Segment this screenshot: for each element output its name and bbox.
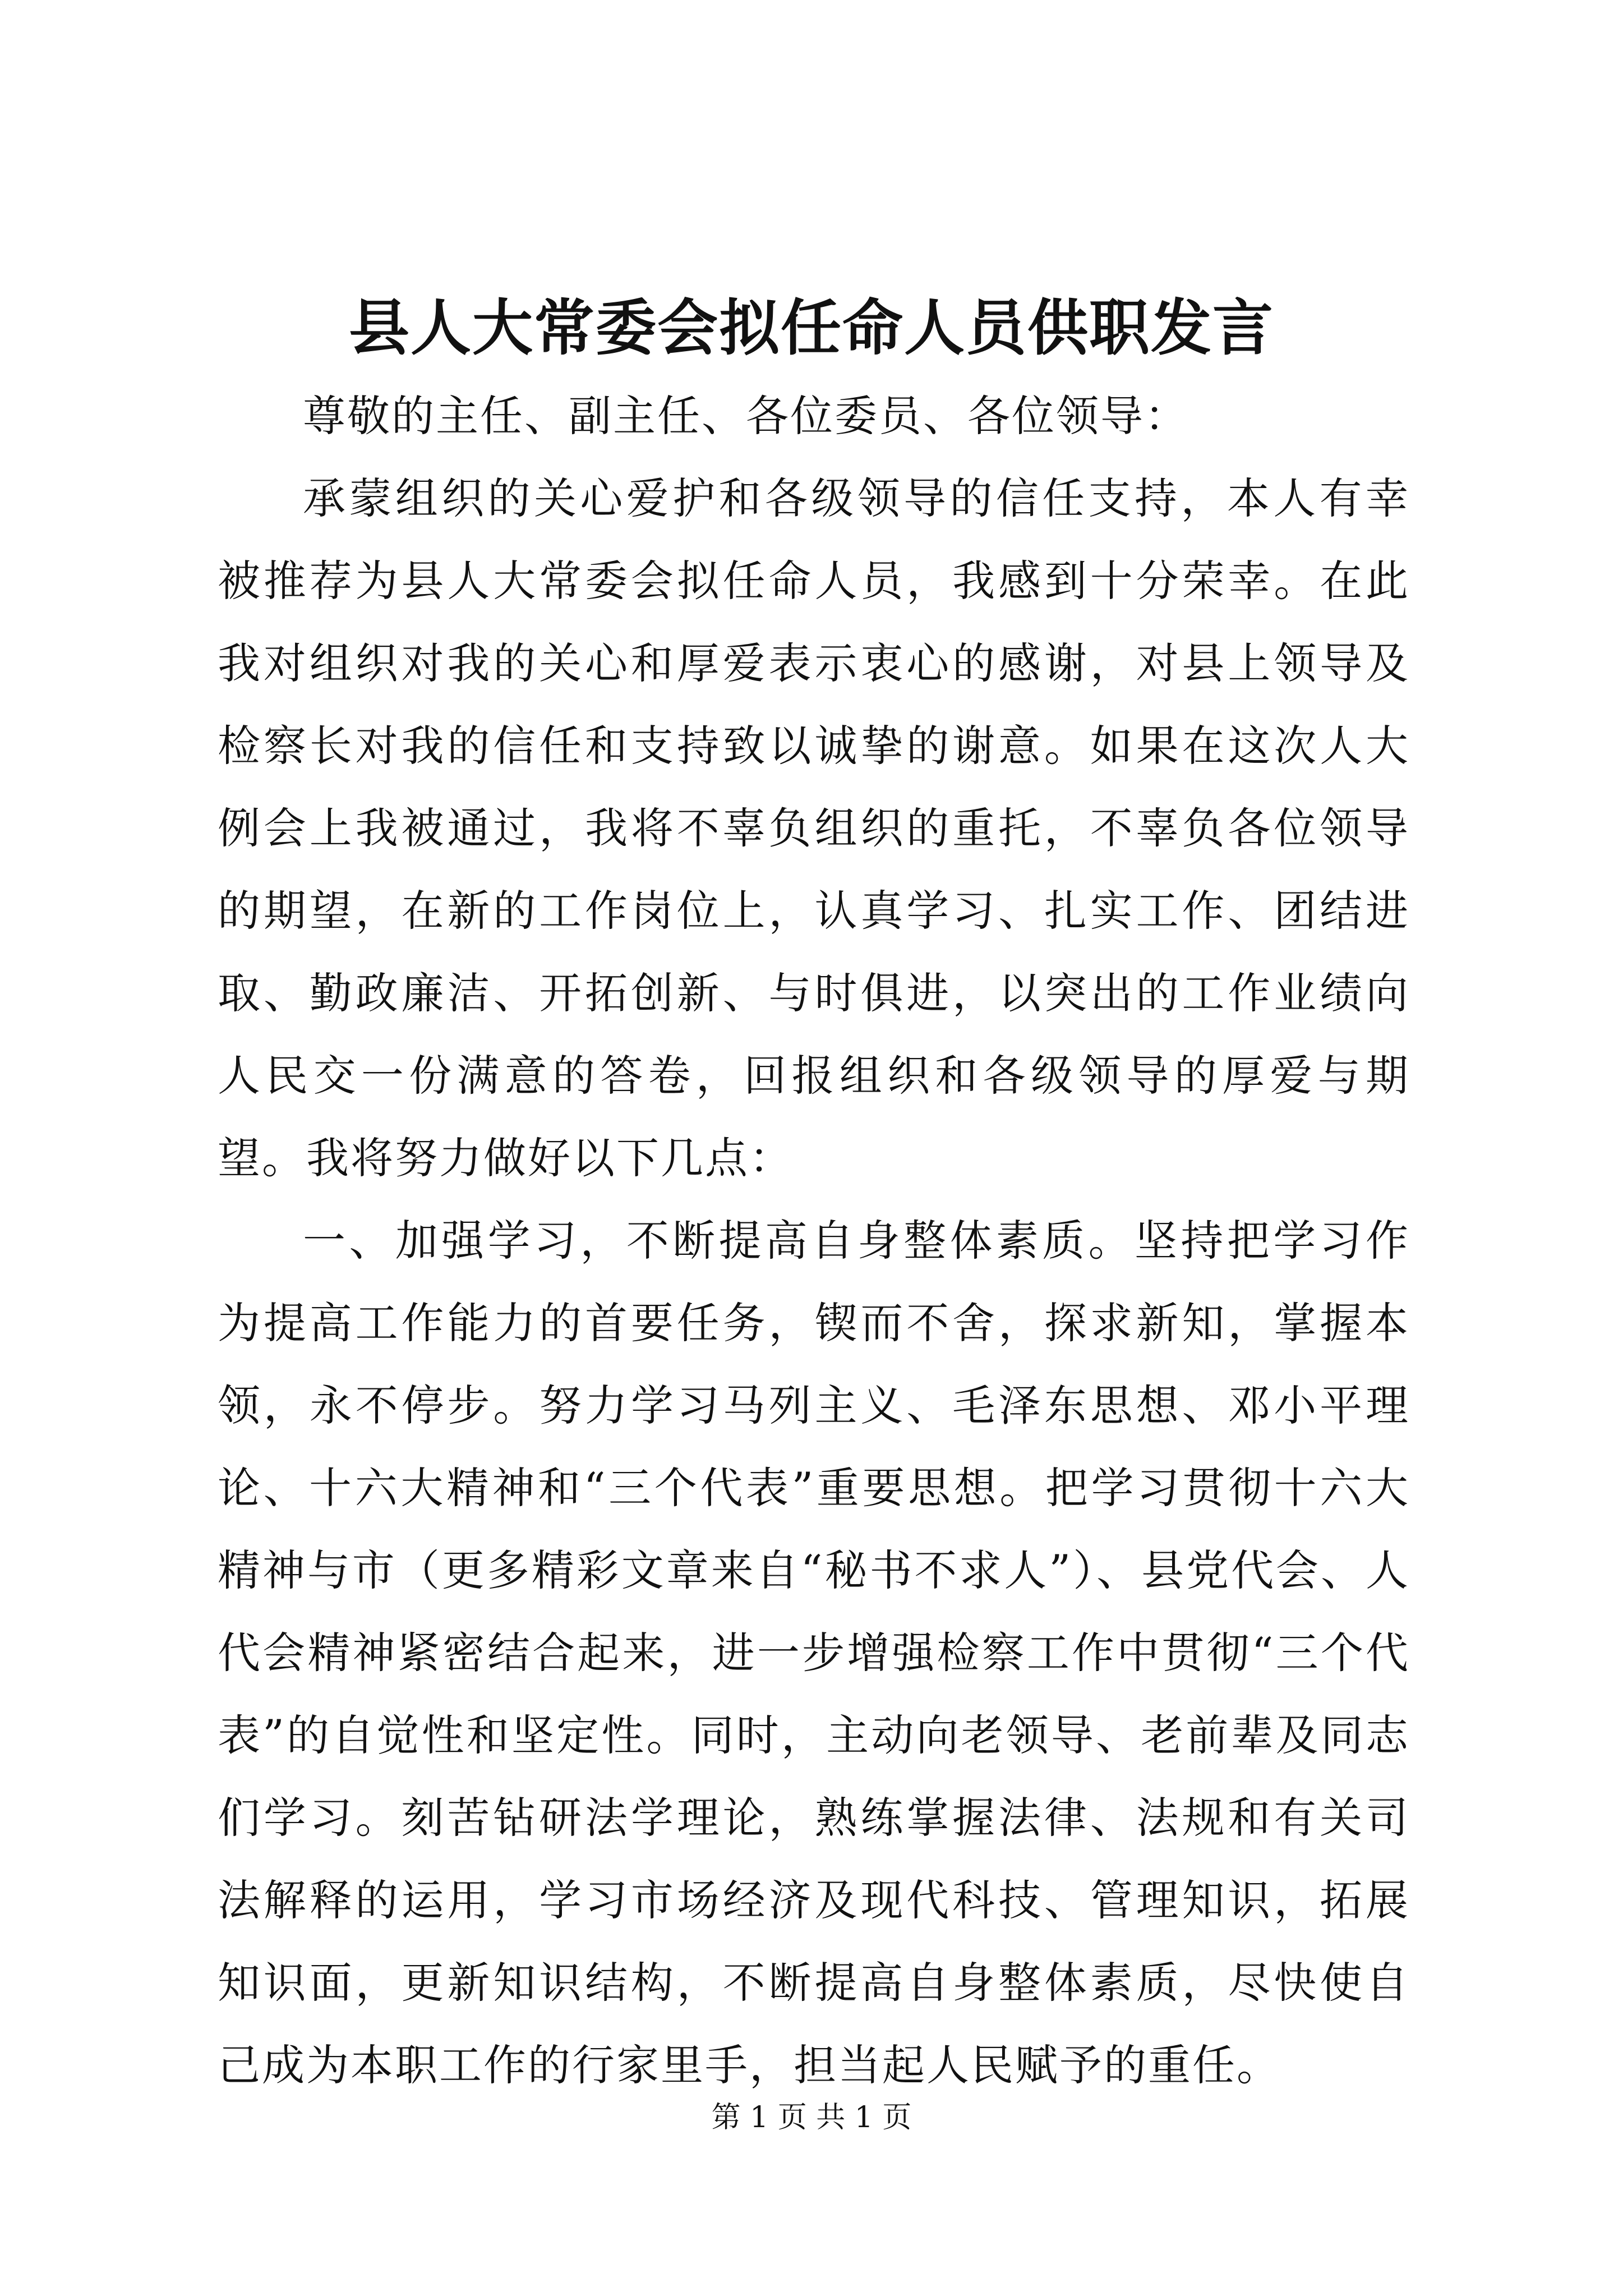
document-body xyxy=(218,375,1410,2106)
paragraph: 一、加强学习，不断提高自身整体素质。坚持把学习作为提高工作能力的首要任务，锲而不舍，探求新知，掌握本领，永不停步。努力学习马列主义、毛泽东思想、邓小平理论、十六大精神和“三个代表”重要思想。把学习贯彻十六大精神与市（更多精彩文章来自“秘书不求人”）、县党代会、人代会精神紧密结合起来，进一步增强检察工作中贯彻“三个代表”的自觉性和坚定性。同时，主动向老领导、老前辈及同志们学习。刻苦钻研法学理论，熟练掌握法律、法规和有关司法解释的运用，学习市场经济及现代科技、管理知识，拓展知识面，更新知识结构，不断提高自身整体素质，尽快使自己成为本职工作的行家里手，担当起人民赋予的重任。 xyxy=(218,1216,1410,2090)
paragraph: 承蒙组织的关心爱护和各级领导的信任支持，本人有幸被推荐为县人大常委会拟任命人员，我感到十分荣幸。在此我对组织对我的关心和厚爱表示衷心的感谢，对县上领导及检察长对我的信任和支持致以诚挚的谢意。如果在这次人大例会上我被通过，我将不辜负组织的重托，不辜负各位领导的期望，在新的工作岗位上，认真学习、扎实工作、团结进取、勤政廉洁、开拓创新、与时俱进，以突出的工作业绩向人民交一份满意的答卷，回报组织和各级领导的厚爱与期望。我将努力做好以下几点： xyxy=(218,473,1410,1183)
page-number-footer: 第 1 页 共 1 页 xyxy=(711,2101,912,2134)
salutation: 尊敬的主任、副主任、各位委员、各位领导： xyxy=(303,391,1189,441)
document-title: 县人大常委会拟任命人员供职发言 xyxy=(348,293,1274,364)
